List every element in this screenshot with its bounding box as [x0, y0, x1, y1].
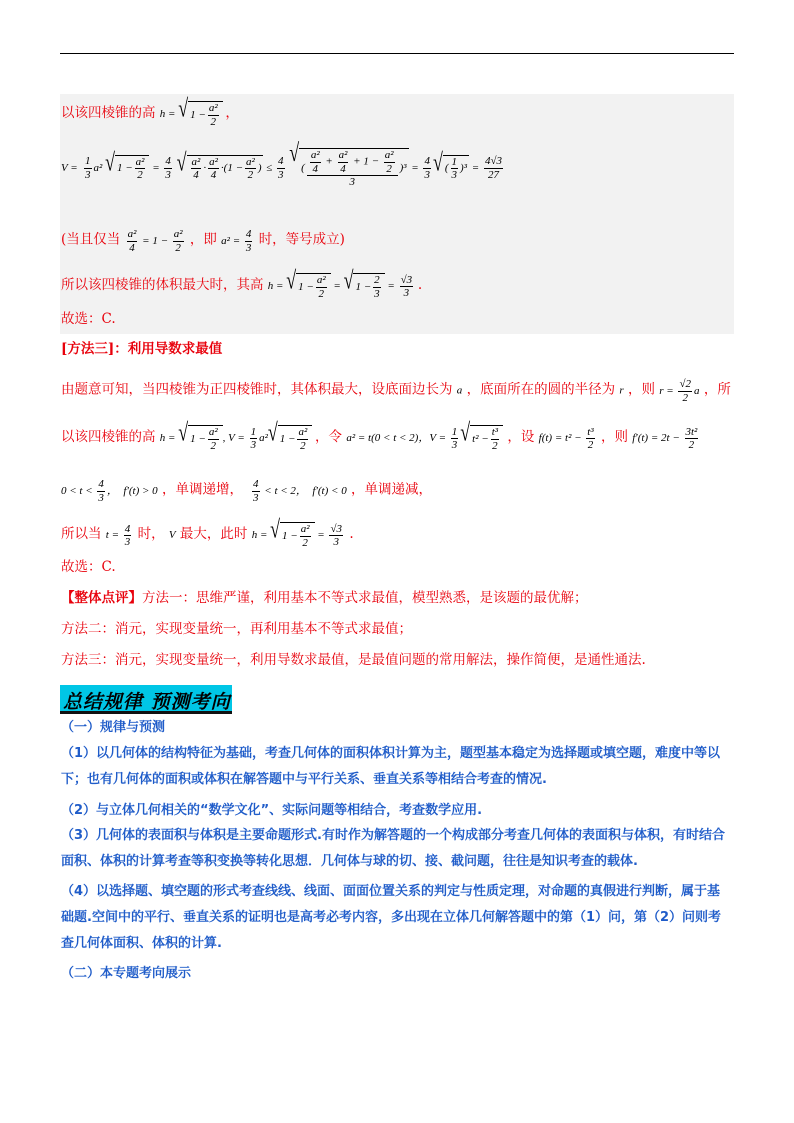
summary-section2: （二）本专题考向展示 [61, 966, 192, 981]
text: 以该四棱锥的高 [61, 105, 156, 122]
method3-line3: 0 < t < $\frac{4}{3}$ ， f′(t) > 0 ，单调递增， $\frac{4}{3}$ < t < 2， f′(t) < 0 ，单调递减， [61, 478, 432, 504]
box-height-line: 以该四棱锥的高 h = √ 1 − $\frac{\text{a²}}{2}$ ， [61, 94, 239, 128]
review-method3: 方法三：消元，实现变量统一，利用导数求最值，是最值问题的常用解法，操作简便，是通性通法. [61, 652, 646, 668]
method3-title: [方法三]：利用导数求最值 [61, 341, 223, 357]
method3-answer: 故选：C. [61, 559, 116, 575]
method3-line1: 由题意可知，当四棱锥为正四棱锥时，其体积最大，设底面边长为 a ，底面所在的圆的半径为 r ，则 r = $\frac{√2}{2}$ a ，所 [61, 378, 731, 404]
volume-inequality: V = $\frac{1}{3}$ a² √ 1 − $\frac{\text{a²}}{2}$ = $\frac{4}{3}$ √ $\frac{\text{a²}}{4}$ · $\frac{\text{a²}}{4}$ ·(1 − $\frac{\text{a²}}{2}$ ) ≤ $\frac{4}{3}$ √ ( $\frac{\text{a²}}{4}$ + $\frac{\text{a²}}{4}$ + 1 − $\frac{\text{a²}}{2}$ 3 )³ = $\frac{4}{3}$ √ ( $\frac{1}{3}$ )³ = $\frac{4√3}{27}$ [61, 138, 502, 189]
equality-condition: (当且仅当 $\frac{\text{a²}}{4}$ = 1 − $\frac{\text{a²}}{2}$ ，即 a² = $\frac{4}{3}$ 时，等号成立) [61, 228, 345, 254]
summary-para3: （3）几何体的表面积与体积是主要命题形式.有时作为解答题的一个构成部分考查几何体的表面积与体积，有时结合面积、体积的计算考查等积变换等转化思想．几何体与球的切、接、截问题，往往是知识考查的载体. [61, 828, 725, 869]
max-height-result: 所以该四棱锥的体积最大时，其高 h = √ 1 − $\frac{\text{a²}}{2}$ = √ 1 − $\frac{2}{3}$ = $\frac{√3}{3}$ . [61, 266, 423, 300]
height-formula: h = √ 1 − $\frac{\text{a²}}{2}$ [160, 108, 226, 120]
summary-section1: （一）规律与预测 [61, 720, 166, 735]
review-method1: 【整体点评】方法一：思维严谨，利用基本不等式求最值，模型熟悉，是该题的最优解； [61, 590, 588, 606]
review-method2: 方法二：消元，实现变量统一，再利用基本不等式求最值； [61, 621, 412, 637]
method3-line2: 以该四棱锥的高 h = √ 1 − $\frac{\text{a²}}{2}$ , V = $\frac{1}{3}$ a² √ 1 − $\frac{\text{a²}}{2}$ ，令 a² = t(0 < t < 2)，V = $\frac{1}{3}$ √ t² − $\frac{\text{t³}}{2}$ ，设 f(t) = t² − $\frac{\text{t³}}{2}$ ，则 f′(t) = 2t − $\frac{\text{3t²}}{2}$ [61, 418, 698, 452]
summary-para1: （1）以几何体的结构特征为基础，考查几何体的面积体积计算为主，题型基本稳定为选择题或填空题，难度中等以下；也有几何体的面积或体积在解答题中与平行关系、垂直关系等相结合考查的情况. [61, 746, 721, 787]
box-answer: 故选：C. [61, 311, 116, 327]
header-rule [60, 53, 734, 54]
summary-heading: 总结规律 预测考向 [60, 685, 232, 714]
summary-para4: （4）以选择题、填空题的形式考查线线、线面、面面位置关系的判定与性质定理，对命题的真假进行判断，属于基础题.空间中的平行、垂直关系的证明也是高考必考内容，多出现在立体几何解答题中的第（1）问，第（2）问则考查几何体面积、体积的计算. [61, 884, 722, 951]
summary-para2: （2）与立体几何相关的“数学文化”、实际问题等相结合，考查数学应用. [61, 803, 483, 818]
method3-line4: 所以当 t = $\frac{4}{3}$ 时， V 最大，此时 h = √ 1 − $\frac{\text{a²}}{2}$ = $\frac{√3}{3}$ . [61, 515, 354, 549]
